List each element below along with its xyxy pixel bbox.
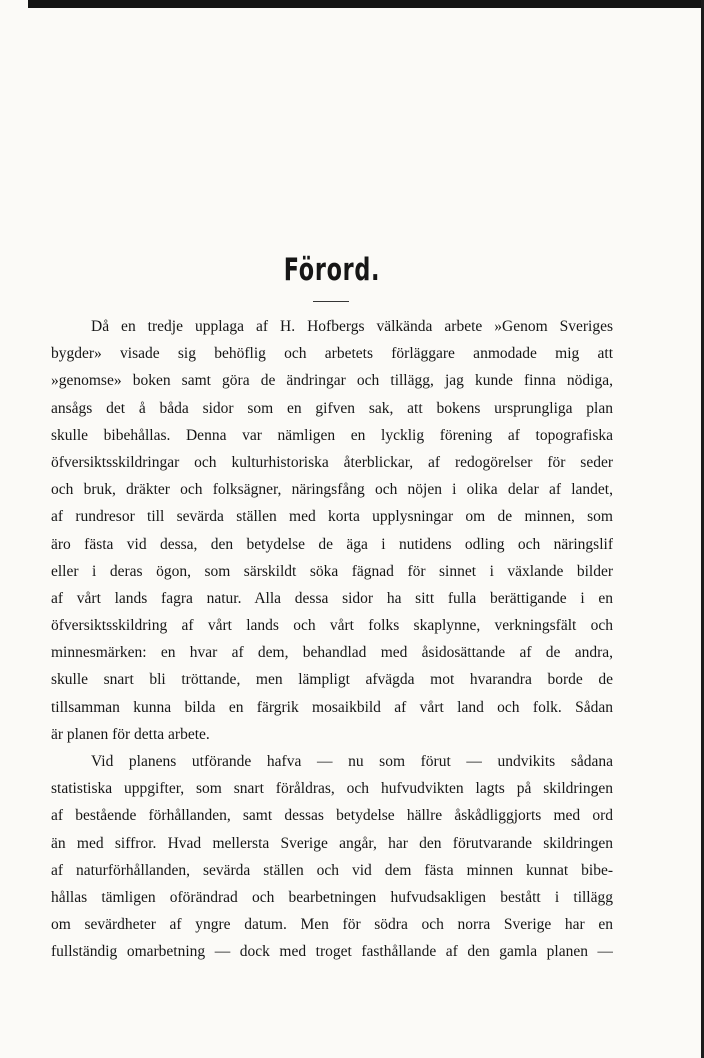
text-line: skulle snart bli tröttande, men lämpligt afvägda mot hvarandra borde de (51, 671, 613, 689)
title-rule (313, 301, 349, 302)
text-line: och bruk, dräkter och folksägner, näringsfång och nöjen i olika delar af landet, (51, 481, 613, 499)
text-line: öfversiktsskildringar och kulturhistoriska återblickar, af redogörelser för seder (51, 453, 613, 471)
text-line: statistiska uppgifter, som snart föråldras, och hufvudvikten lagts på skildringen (51, 780, 613, 798)
text-line: Vid planens utförande hafva — nu som förut — undvikits sådana (91, 753, 613, 770)
text-line: skulle bibehållas. Denna var nämligen en lycklig förening af topografiska (51, 426, 613, 444)
text-line: eller i deras ögon, som särskildt söka fägnad för sinnet i växlande bilder (51, 562, 613, 580)
text-line: äro fästa vid dessa, den betydelse de äga i nutidens odling och näringslif (51, 535, 613, 553)
text-line: ansågs det å båda sidor som en gifven sak, att bokens ursprungliga plan (51, 399, 613, 417)
text-line: om sevärdheter af yngre datum. Men för södra och norra Sverige har en (51, 916, 613, 934)
text-line: af bestående förhållanden, samt dessas betydelse hällre åskådliggjorts med ord (51, 807, 613, 825)
text-line: tillsamman kunna bilda en färgrik mosaikbild af vårt land och folk. Sådan (51, 698, 613, 716)
text-line: af naturförhållanden, sevärda ställen och vid dem fästa minnen kunnat bibe- (51, 861, 613, 879)
page-title: Förord. (283, 252, 381, 288)
text-line: minnesmärken: en hvar af dem, behandlad med åsidosättande af de andra, (51, 644, 613, 662)
body-text (51, 313, 613, 966)
document-page (51, 0, 613, 1058)
text-line: fullständig omarbetning — dock med troget fasthållande af den gamla planen — (51, 943, 613, 961)
text-line: af rundresor till sevärda ställen med korta upplysningar om de minnen, som (51, 508, 613, 526)
text-line: öfversiktsskildring af vårt lands och vårt folks skaplynne, verkningsfält och (51, 617, 613, 635)
text-line: Då en tredje upplaga af H. Hofbergs välkända arbete »Genom Sveriges (91, 318, 613, 335)
text-line: bygder» visade sig behöflig och arbetets förläggare anmodade mig att (51, 345, 613, 363)
text-line: af vårt lands fagra natur. Alla dessa sidor ha sitt fulla berättigande i en (51, 589, 613, 607)
text-line: är planen för detta arbete. (51, 725, 210, 743)
text-line: än med siffror. Hvad mellersta Sverige angår, har den förutvarande skildringen (51, 834, 613, 852)
text-line: hållas tämligen oförändrad och bearbetningen hufvudsakligen bestått i tillägg (51, 888, 613, 906)
text-line: »genomse» boken samt göra de ändringar och tillägg, jag kunde finna nödiga, (51, 372, 613, 390)
